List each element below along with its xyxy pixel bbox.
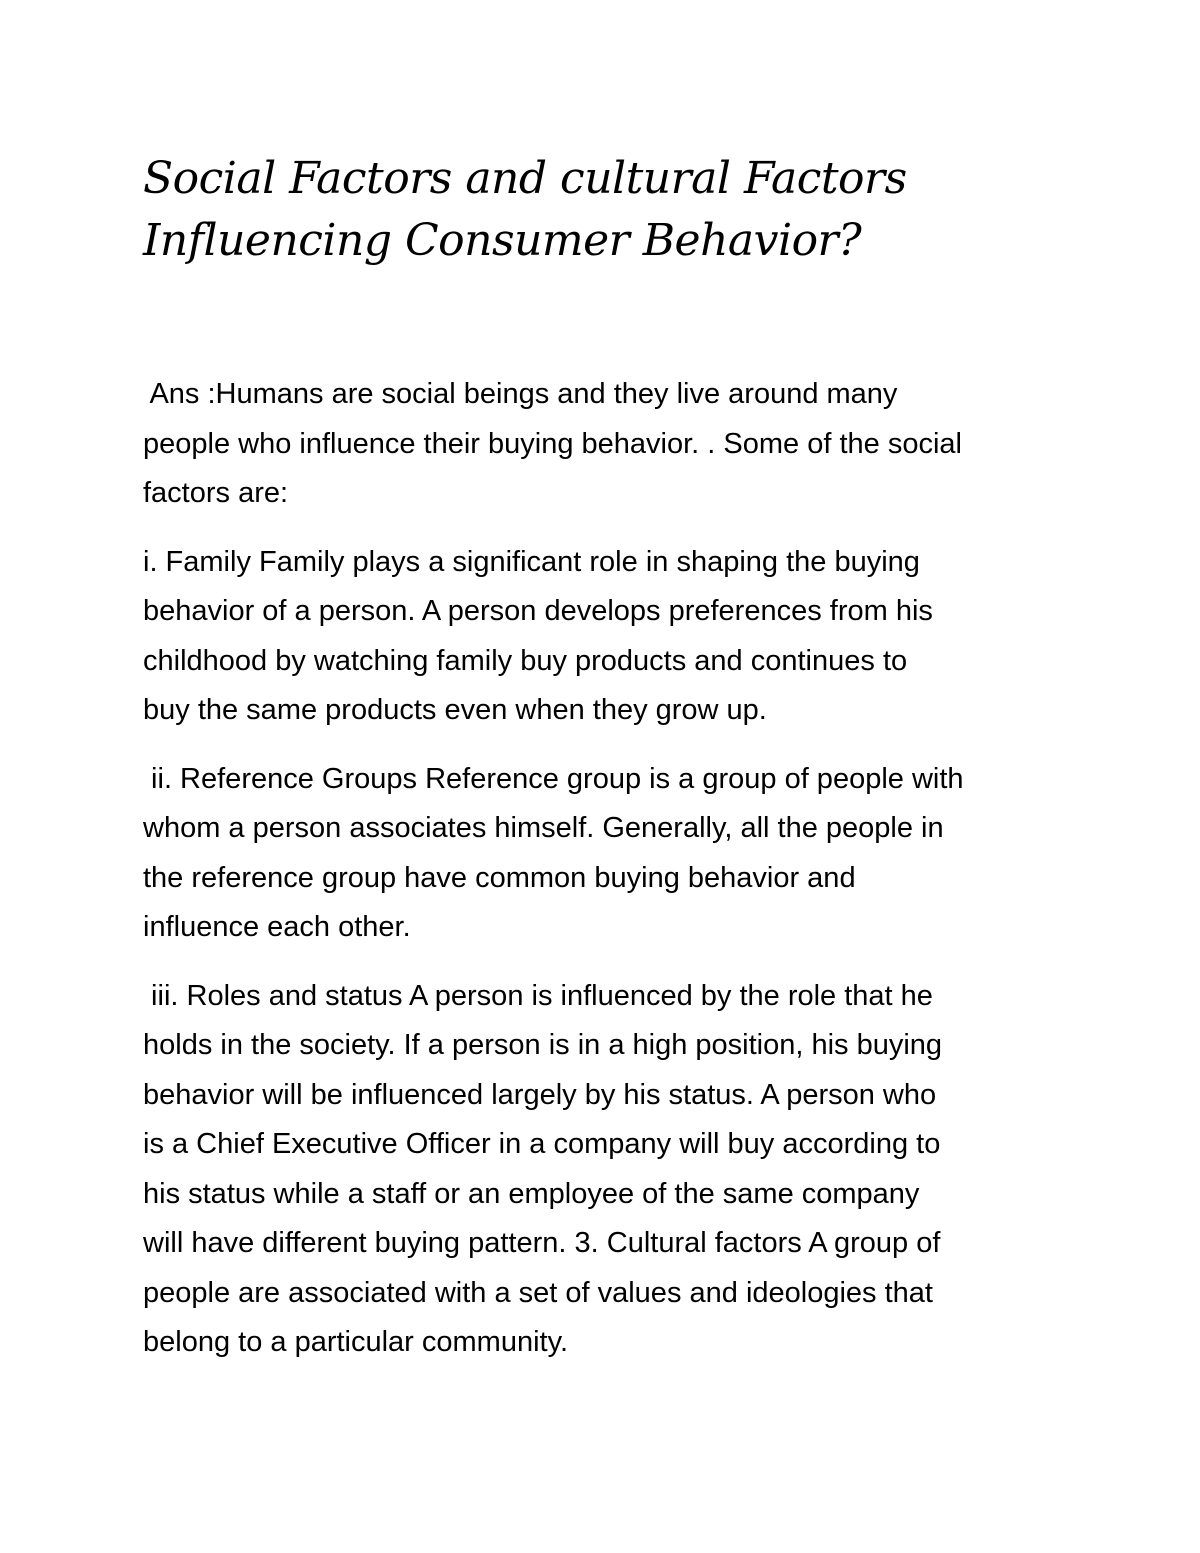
title-line: Social Factors and cultural Factors: [143, 153, 907, 204]
paragraph-reference-groups: [143, 755, 1083, 953]
text-line: holds in the society. If a person is in a high position, his buying: [143, 1029, 943, 1061]
text-line: is a Chief Executive Officer in a company will buy according to: [143, 1128, 941, 1160]
paragraph-family: [143, 538, 1083, 736]
text-line: i. Family Family plays a significant role in shaping the buying: [143, 545, 920, 578]
text-line: the reference group have common buying behavior and: [143, 861, 856, 894]
text-line: buy the same products even when they grow up.: [143, 694, 767, 726]
title-line: Influencing Consumer Behavior?: [143, 215, 862, 266]
document-title: [143, 148, 1093, 272]
answer-body: [143, 370, 1083, 1387]
text-line: people are associated with a set of values and ideologies that: [143, 1276, 933, 1309]
text-line: people who influence their buying behavior. . Some of the social: [143, 427, 962, 460]
text-line: Ans :Humans are social beings and they live around many: [143, 378, 898, 410]
text-line: ii. Reference Groups Reference group is a group of people with: [143, 762, 964, 795]
text-line: childhood by watching family buy products and continues to: [143, 644, 908, 677]
text-line: his status while a staff or an employee of the same company: [143, 1177, 920, 1210]
text-line: behavior of a person. A person develops preferences from his: [143, 595, 933, 627]
text-line: factors are:: [143, 477, 289, 509]
text-line: iii. Roles and status A person is influenced by the role that he: [143, 979, 933, 1012]
paragraph-intro: [143, 370, 1083, 519]
text-line: influence each other.: [143, 911, 411, 943]
paragraph-roles-status: [143, 972, 1083, 1368]
text-line: whom a person associates himself. Generally, all the people in: [143, 812, 944, 844]
text-line: behavior will be influenced largely by his status. A person who: [143, 1078, 937, 1111]
text-line: will have different buying pattern. 3. Cultural factors A group of: [143, 1227, 941, 1259]
text-line: belong to a particular community.: [143, 1326, 569, 1358]
